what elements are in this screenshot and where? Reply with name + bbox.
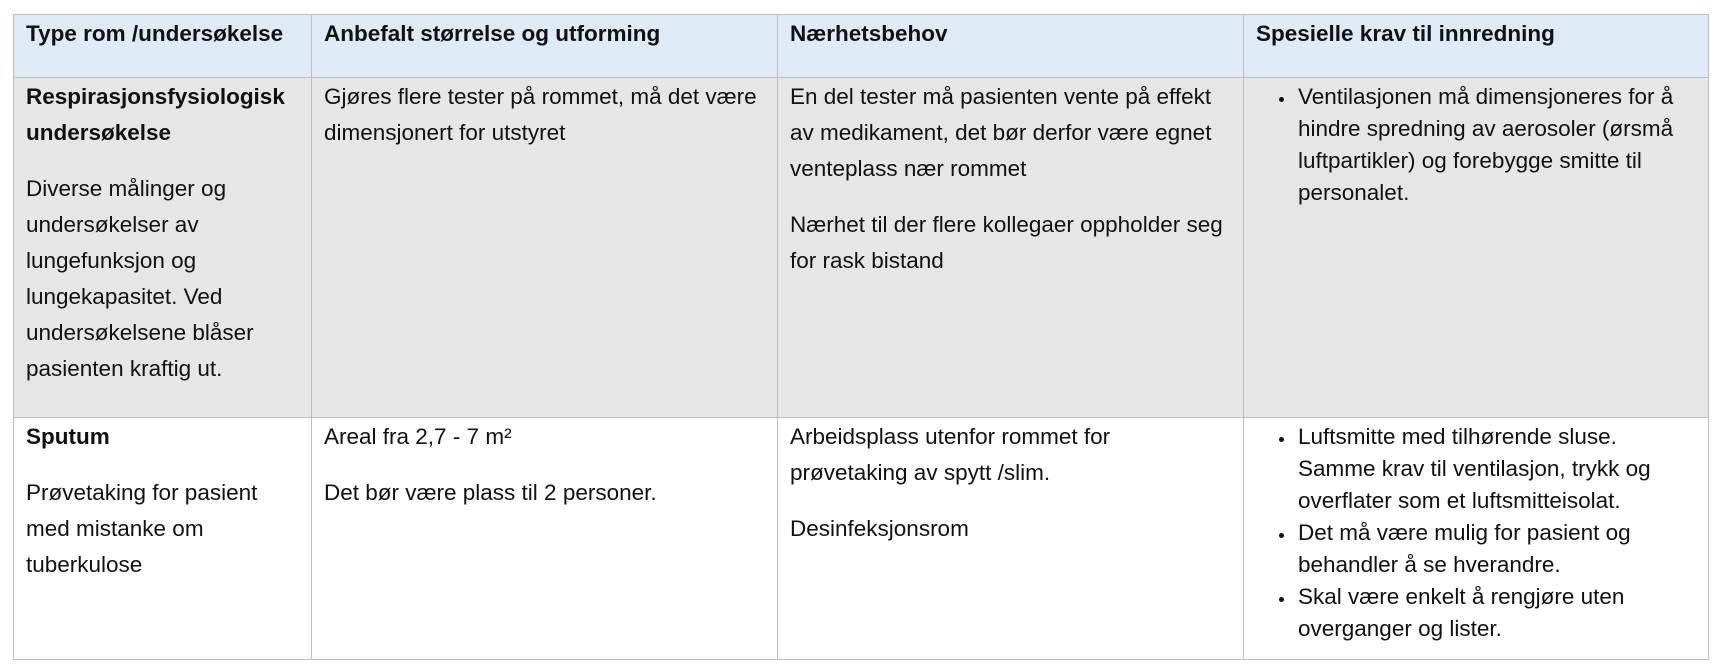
room-description: Prøvetaking for pasient med mistanke om tuberkulose xyxy=(26,480,258,577)
requirements-cell xyxy=(1244,78,1709,418)
size-line: Gjøres flere tester på rommet, må det være dimensjonert for utstyret xyxy=(324,84,757,145)
room-type-cell xyxy=(14,78,312,418)
table-row xyxy=(14,418,1709,660)
requirements-cell xyxy=(1244,418,1709,660)
room-requirements-table xyxy=(13,14,1709,660)
proximity-line: Nærhet til der flere kollegaer oppholder seg for rask bistand xyxy=(790,212,1223,273)
header-special-requirements: Spesielle krav til innredning xyxy=(1244,15,1709,78)
size-cell xyxy=(312,78,778,418)
table-header-row xyxy=(14,15,1709,78)
requirement-item: • Ventilasjonen må dimensjoneres for å hindre spredning av aerosoler (ørsmå luftpartikler) og forebygge smitte til personalet. xyxy=(1296,81,1698,209)
proximity-line: En del tester må pasienten vente på effekt av medikament, det bør derfor være egnet venteplass nær rommet xyxy=(790,84,1212,181)
size-line: Areal fra 2,7 - 7 m² xyxy=(324,424,512,449)
proximity-line: Desinfeksjonsrom xyxy=(790,516,969,541)
proximity-cell xyxy=(778,78,1244,418)
room-type-cell xyxy=(14,418,312,660)
header-size-design: Anbefalt størrelse og utforming xyxy=(312,15,778,78)
requirement-item: • Luftsmitte med tilhørende sluse. Samme krav til ventilasjon, trykk og overflater som et luftsmitteisolat. xyxy=(1296,421,1698,517)
size-cell xyxy=(312,418,778,660)
requirements-list xyxy=(1258,81,1698,209)
header-proximity: Nærhetsbehov xyxy=(778,15,1244,78)
proximity-line: Arbeidsplass utenfor rommet for prøvetaking av spytt /slim. xyxy=(790,424,1111,485)
header-room-type: Type rom /undersøkelse xyxy=(14,15,312,78)
room-title: Respirasjonsfysiologisk undersøkelse xyxy=(26,84,285,145)
requirement-item: • Det må være mulig for pasient og behandler å se hverandre. xyxy=(1296,517,1698,581)
requirements-list xyxy=(1258,421,1698,645)
room-title: Sputum xyxy=(26,424,110,449)
table-row xyxy=(14,78,1709,418)
room-description: Diverse målinger og undersøkelser av lungefunksjon og lungekapasitet. Ved undersøkelsene blåser pasienten kraftig ut. xyxy=(26,176,254,381)
size-line: Det bør være plass til 2 personer. xyxy=(324,480,657,505)
requirement-item: • Skal være enkelt å rengjøre uten overganger og lister. xyxy=(1296,581,1698,645)
proximity-cell xyxy=(778,418,1244,660)
